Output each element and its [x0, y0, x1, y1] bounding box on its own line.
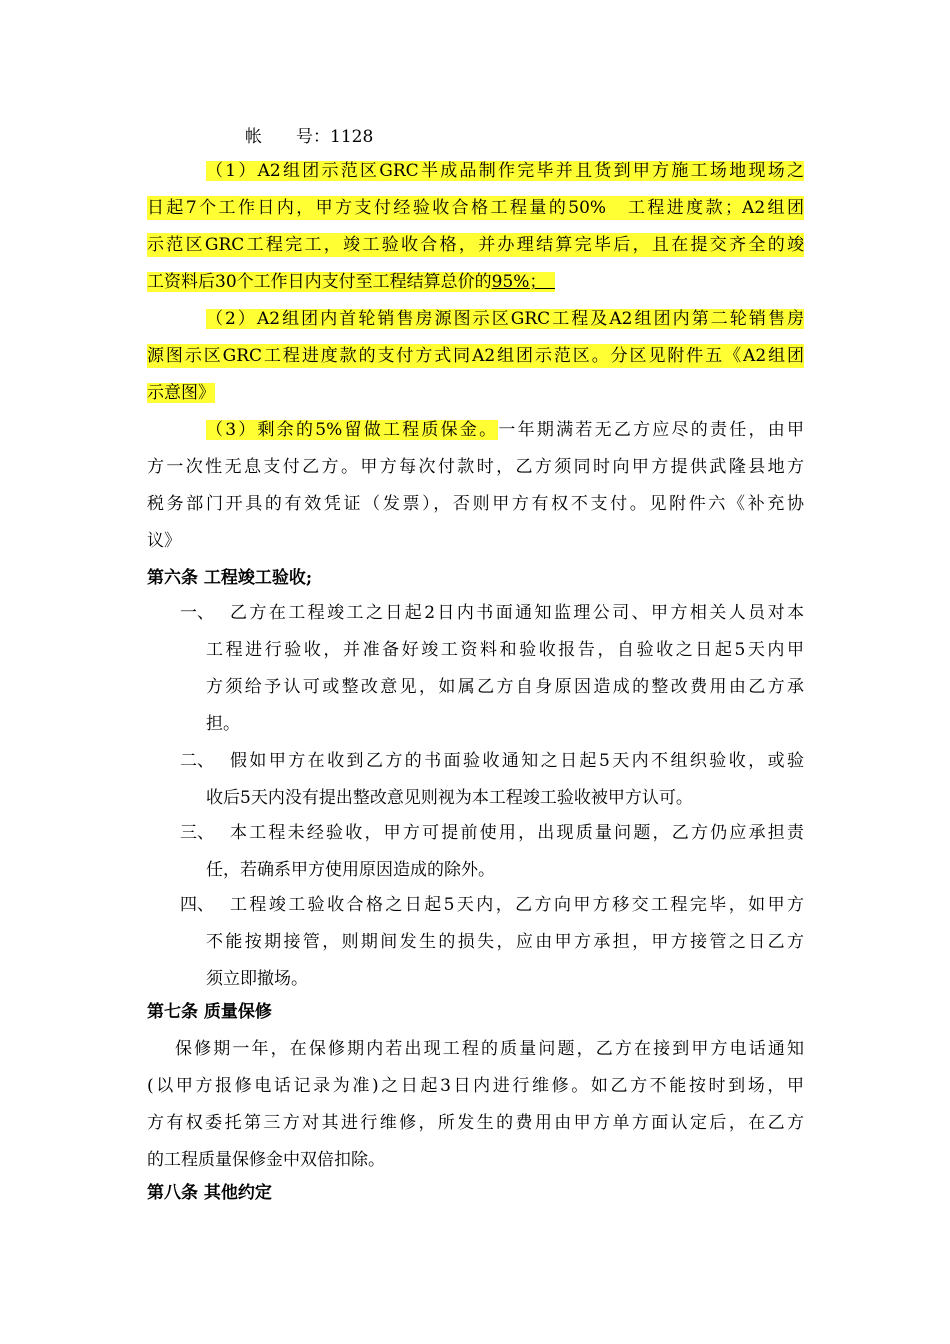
item-2-number: 二、: [180, 751, 214, 771]
text: 一年期满若无乙方应尽的责任，由甲: [498, 420, 804, 440]
item-3-line-1: 本工程未经验收，甲方可提前使用，出现质量问题，乙方仍应承担责: [230, 823, 804, 843]
highlight: （2）A2组团内首轮销售房源图示区GRC工程及A2组团内第二轮销售房: [206, 309, 804, 329]
payment-p2-line-3: [147, 381, 215, 405]
highlight: （3）剩余的5%留做工程质保金。: [206, 420, 499, 440]
highlight-gap: [538, 272, 555, 292]
item-2-line-2: 收后5天内没有提出整改意见则视为本工程竣工验收被甲方认可。: [206, 788, 693, 808]
warranty-line-3: 方有权委托第三方对其进行维修，所发生的费用由甲方单方面认定后，在乙方: [147, 1113, 804, 1133]
warranty-line-1: 保修期一年，在保修期内若出现工程的质量问题，乙方在接到甲方电话通知: [175, 1039, 804, 1059]
highlight: （1）A2组团示范区GRC半成品制作完毕并且货到甲方施工场地现场之: [206, 161, 804, 181]
item-1-line-2: 工程进行验收，并准备好竣工资料和验收报告，自验收之日起5天内甲: [206, 640, 804, 660]
item-1-line-4: 担。: [206, 714, 240, 734]
clause-8-heading: 第八条 其他约定: [147, 1183, 272, 1203]
item-3-number: 三、: [180, 823, 214, 843]
warranty-line-2: (以甲方报修电话记录为准)之日起3日内进行维修。如乙方不能按时到场，甲: [147, 1076, 804, 1096]
item-3-line-2: 任，若确系甲方使用原因造成的除外。: [206, 860, 495, 880]
item-1-line-3: 方须给予认可或整改意见，如属乙方自身原因造成的整改费用由乙方承: [206, 677, 804, 697]
payment-p3-line-4: 议》: [147, 531, 181, 551]
item-1-line-1: 乙方在工程竣工之日起2日内书面通知监理公司、甲方相关人员对本: [230, 603, 804, 623]
payment-p1-line-4: [147, 270, 555, 294]
account-line: 帐 号：1128: [245, 127, 374, 147]
payment-p1-line-2: 日起7个工作日内，甲方支付经验收合格工程量的50% 工程进度款；A2组团: [147, 198, 804, 218]
clause-6-heading: 第六条 工程竣工验收;: [147, 568, 313, 588]
warranty-line-4: 的工程质量保修金中双倍扣除。: [147, 1150, 385, 1170]
item-4-line-3: 须立即撤场。: [206, 969, 308, 989]
item-4-number: 四、: [180, 895, 214, 915]
payment-p3-line-3: 税务部门开具的有效凭证（发票），否则甲方有权不支付。见附件六《补充协: [147, 494, 804, 514]
payment-p1-line-3: 示范区GRC工程完工，竣工验收合格，并办理结算完毕后，且在提交齐全的竣: [147, 235, 804, 255]
payment-p2-line-1: [206, 307, 804, 331]
payment-percent: 95%；: [491, 272, 538, 292]
highlight: 示意图》: [147, 383, 215, 403]
payment-p1-line-1: [206, 159, 804, 183]
item-4-line-1: 工程竣工验收合格之日起5天内，乙方向甲方移交工程完毕，如甲方: [230, 895, 804, 915]
item-1-number: 一、: [180, 603, 214, 623]
payment-p2-line-2: 源图示区GRC工程进度款的支付方式同A2组团示范区。分区见附件五《A2组团: [147, 346, 804, 366]
highlight: 工资料后30个工作日内支付至工程结算总价的: [147, 272, 492, 292]
item-2-line-1: 假如甲方在收到乙方的书面验收通知之日起5天内不组织验收，或验: [230, 751, 804, 771]
payment-p3-line-2: 方一次性无息支付乙方。甲方每次付款时，乙方须同时向甲方提供武隆县地方: [147, 457, 804, 477]
payment-p3-line-1: [206, 418, 804, 442]
item-4-line-2: 不能按期接管，则期间发生的损失，应由甲方承担，甲方接管之日乙方: [206, 932, 804, 952]
clause-7-heading: 第七条 质量保修: [147, 1002, 272, 1022]
